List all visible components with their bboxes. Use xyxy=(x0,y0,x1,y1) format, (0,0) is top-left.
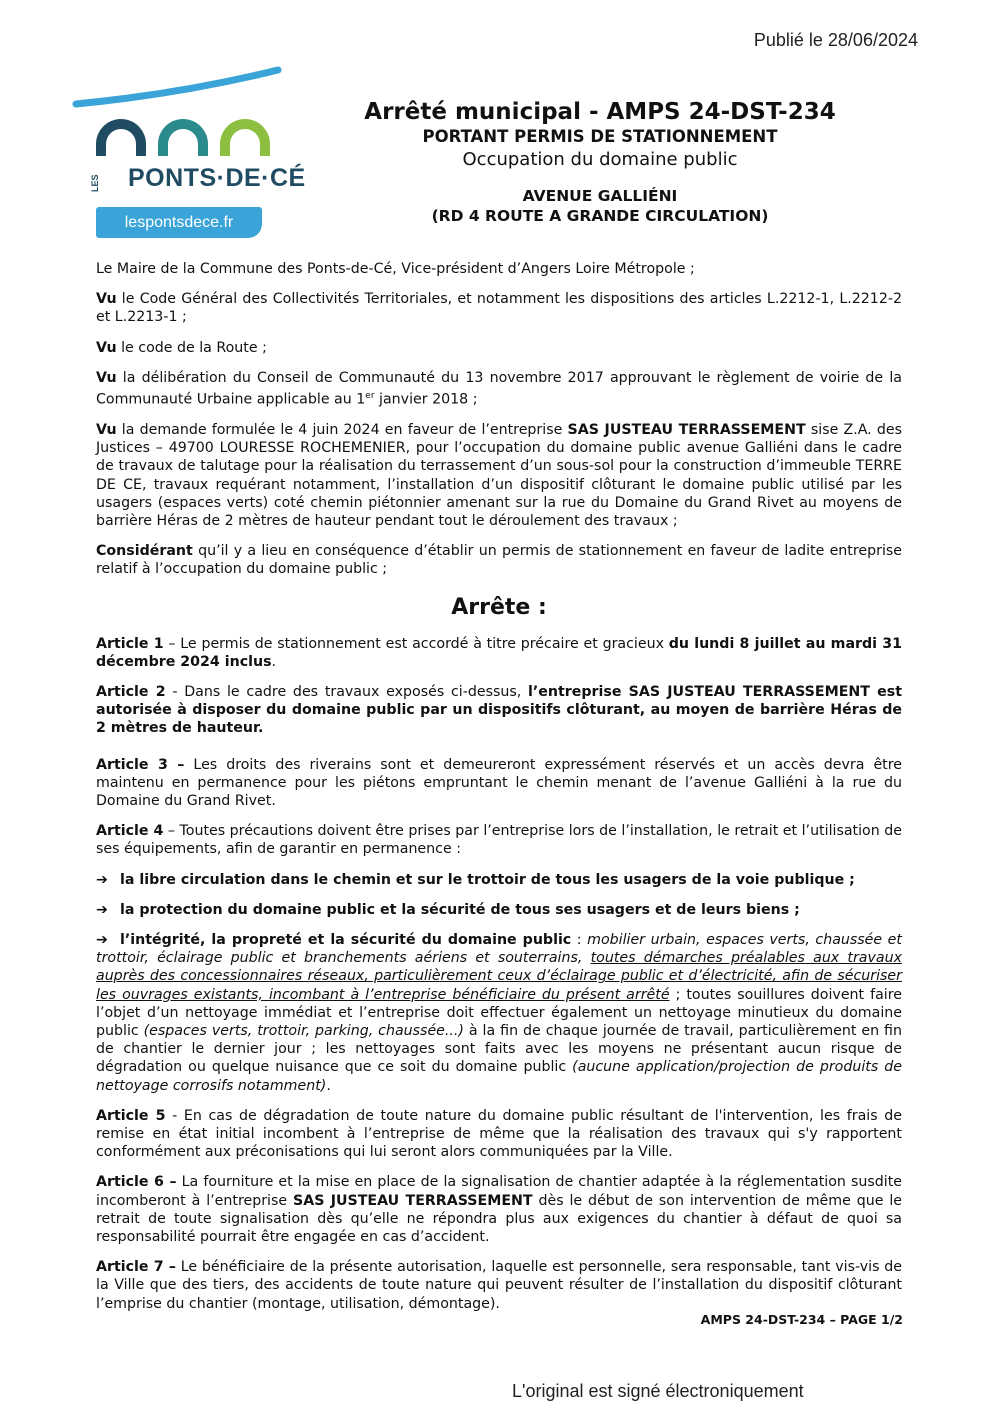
list-item-colon: : xyxy=(571,932,588,949)
preamble-vu-2 xyxy=(96,339,902,357)
vu-superscript: er xyxy=(365,391,375,402)
article-label: Article 4 xyxy=(96,823,164,840)
article-3 xyxy=(96,756,902,811)
vu-label: Vu xyxy=(96,291,117,308)
logo-arches-graphic xyxy=(70,64,285,164)
list-item xyxy=(96,901,902,919)
page-number: AMPS 24-DST-234 – PAGE 1/2 xyxy=(700,1312,903,1327)
article-6 xyxy=(96,1173,902,1246)
preamble-considerant xyxy=(96,542,902,578)
document-title: Arrêté municipal - AMPS 24-DST-234 xyxy=(364,99,836,125)
article-4 xyxy=(96,822,902,858)
preamble-vu-3 xyxy=(96,369,902,409)
article-4-list xyxy=(96,871,902,1095)
vu-text: le code de la Route ; xyxy=(116,339,267,356)
published-date: Publié le 28/06/2024 xyxy=(753,30,918,50)
vu-text: la demande formulée le 4 juin 2024 en faveur de l’entreprise xyxy=(116,421,568,438)
arrow-right-icon: ➔ xyxy=(96,932,108,949)
vu-text-end: sise Z.A. des Justices – 49700 LOURESSE ROCHEMENIER, pour l’occupation du domaine public avenue Galliéni dans le cadre de travaux de talutage pour la réalisation du terrassement d’un sous-sol pour la construction d’immeuble TERRE DE CE, travaux requérant notamment, l’installation d’un dispositif clôturant le domaine public utilisé par les usagers (espaces verts) coté chemin piétonnier amenant sur la rue du Domaine du Grand Rivet au moyens de barrière Héras de 2 mètres de hauteur pendant tout le déroulement des travaux ; xyxy=(96,421,902,529)
arrow-right-icon: ➔ xyxy=(96,901,108,918)
vu-text-end: janvier 2018 ; xyxy=(374,391,478,408)
article-text: – Toutes précautions doivent être prises par l’entreprise lors de l’installation, le retrait et l’utilisation de ses équipements, afin de garantir en permanence : xyxy=(96,823,902,858)
article-7 xyxy=(96,1258,902,1313)
location-road: (RD 4 ROUTE A GRANDE CIRCULATION) xyxy=(431,207,769,225)
article-2 xyxy=(96,683,902,738)
signature-note: L'original est signé électroniquement xyxy=(512,1381,804,1401)
article-dates: du lundi 8 juillet au mardi 31 décembre 2024 inclus xyxy=(96,635,902,670)
document-subject: Occupation du domaine public xyxy=(462,149,738,170)
article-1 xyxy=(96,635,902,671)
document-subtitle: PORTANT PERMIS DE STATIONNEMENT xyxy=(422,127,778,146)
list-item-heading: l’intégrité, la propreté et la sécurité du domaine public xyxy=(120,932,572,949)
city-logo xyxy=(70,64,306,244)
article-label: Article 2 xyxy=(96,683,166,700)
list-item-italic: mobilier urbain, espaces verts, chaussée et trottoir, éclairage public et branchements aériens et souterrains, xyxy=(96,932,902,967)
preamble-mayor: Le Maire de la Commune des Ponts-de-Cé, Vice-président d’Angers Loire Métropole ; xyxy=(96,261,695,277)
list-item xyxy=(96,871,902,889)
list-item xyxy=(96,931,902,1095)
company-name: SAS JUSTEAU TERRASSEMENT xyxy=(293,1192,533,1209)
arrete-heading: Arrête : xyxy=(451,594,547,620)
list-item-italic: (aucune application/projection de produits de nettoyage corrosifs notamment) xyxy=(96,1059,902,1094)
article-text: - En cas de dégradation de toute nature du domaine public résultant de l'intervention, les frais de remise en état initial incombent à l’entreprise de même que la réalisation des travaux qui s'y rapportent conformément aux préconisations qui lui seront alors communiquées par la Ville. xyxy=(96,1107,902,1161)
vu-text: la délibération du Conseil de Communauté du 13 novembre 2017 approuvant le règlement de voirie de la Communauté Urbaine applicable au 1 xyxy=(96,369,902,408)
article-label: Article 7 – xyxy=(96,1259,176,1276)
arrow-right-icon: ➔ xyxy=(96,871,108,888)
list-item-text: à la fin de chaque journée de travail, particulièrement en fin de chantier le dernier jour ; les nettoyages sont faits avec les moyens ne présentant aucun risque de dégradation ou quelque nuisance que ce soit du domaine public xyxy=(96,1023,902,1076)
vu-label: Vu xyxy=(96,421,117,438)
list-item-text: la libre circulation dans le chemin et sur le trottoir de tous les usagers de la voie publique ; xyxy=(120,871,855,888)
article-label: Article 3 – xyxy=(96,756,185,773)
list-item-text: ; toutes souillures doivent faire l’objet d’un nettoyage immédiat et l’entreprise doit effectuer également un nettoyage minutieux du domaine public xyxy=(96,986,902,1040)
article-5 xyxy=(96,1107,902,1162)
list-item-end: . xyxy=(326,1077,331,1094)
article-end: . xyxy=(271,653,277,670)
article-text: La fourniture et la mise en place de la signalisation de chantier adaptée à la réglementation susdite incomberont à l’entreprise xyxy=(96,1174,902,1209)
article-text: - Dans le cadre des travaux exposés ci-dessus, xyxy=(165,683,529,700)
article-label: Article 1 xyxy=(96,635,164,652)
considerant-text: qu’il y a lieu en conséquence d’établir un permis de stationnement en faveur de ladite entreprise relatif à l’occupation du domaine public ; xyxy=(96,543,902,578)
article-bold-text: l’entreprise SAS JUSTEAU TERRASSEMENT est autorisée à disposer du domaine public par un dispositifs clôturant, au moyen de barrière Héras de 2 mètres de hauteur. xyxy=(96,683,902,737)
article-text-end: dès le début de son intervention de même que le retrait de toute signalisation dès qu’elle ne répondra plus aux exigences du chantier à défaut de quoi sa responsabilité pourrait être engagée en cas d’accident. xyxy=(96,1192,902,1246)
preamble-vu-1 xyxy=(96,290,902,326)
vu-label: Vu xyxy=(96,369,117,386)
article-text: Le bénéficiaire de la présente autorisation, laquelle est personnelle, sera responsable, tant vis-vis de la Ville que des tiers, des accidents de toute nature qui peuvent résulter de l’installation du dispositif clôturant l’emprise du chantier (montage, utilisation, démontage). xyxy=(96,1259,902,1312)
article-label: Article 6 – xyxy=(96,1174,177,1191)
list-item-text: la protection du domaine public et la sécurité de tous ses usagers et de leurs biens ; xyxy=(120,901,800,918)
article-text: – Le permis de stationnement est accordé à titre précaire et gracieux xyxy=(163,635,669,652)
list-item-underlined: toutes démarches préalables aux travaux auprès des concessionnaires réseaux, particulièrement ceux d’éclairage public et d’électricité, afin de sécuriser les ouvrages existants, incombant à l’entreprise bénéficiaire du présent arrêté xyxy=(96,950,902,1003)
article-text: Les droits des riverains sont et demeureront expressément réservés et un accès devra être maintenu en permanence pour les piétons empruntant le chemin menant de l’avenue Galliéni à la rue du Domaine du Grand Rivet. xyxy=(96,756,902,809)
article-label: Article 5 xyxy=(96,1107,166,1124)
logo-name: PONTS·DE·CÉ xyxy=(128,164,306,192)
considerant-label: Considérant xyxy=(96,543,193,560)
location-street: AVENUE GALLIÉNI xyxy=(522,187,678,205)
vu-text: le Code Général des Collectivités Territoriales, et notamment les dispositions des articles L.2212-1, L.2212-2 et L.2213-1 ; xyxy=(96,291,902,326)
company-name: SAS JUSTEAU TERRASSEMENT xyxy=(567,421,806,438)
list-item-italic: (espaces verts, trottoir, parking, chaussée...) xyxy=(143,1023,464,1040)
logo-url-badge: lespontsdece.fr xyxy=(96,207,262,238)
document-body xyxy=(96,260,902,1325)
vu-label: Vu xyxy=(96,339,117,356)
preamble-vu-4 xyxy=(96,421,902,530)
logo-les-text: LES xyxy=(90,174,100,192)
document-header xyxy=(300,98,900,226)
